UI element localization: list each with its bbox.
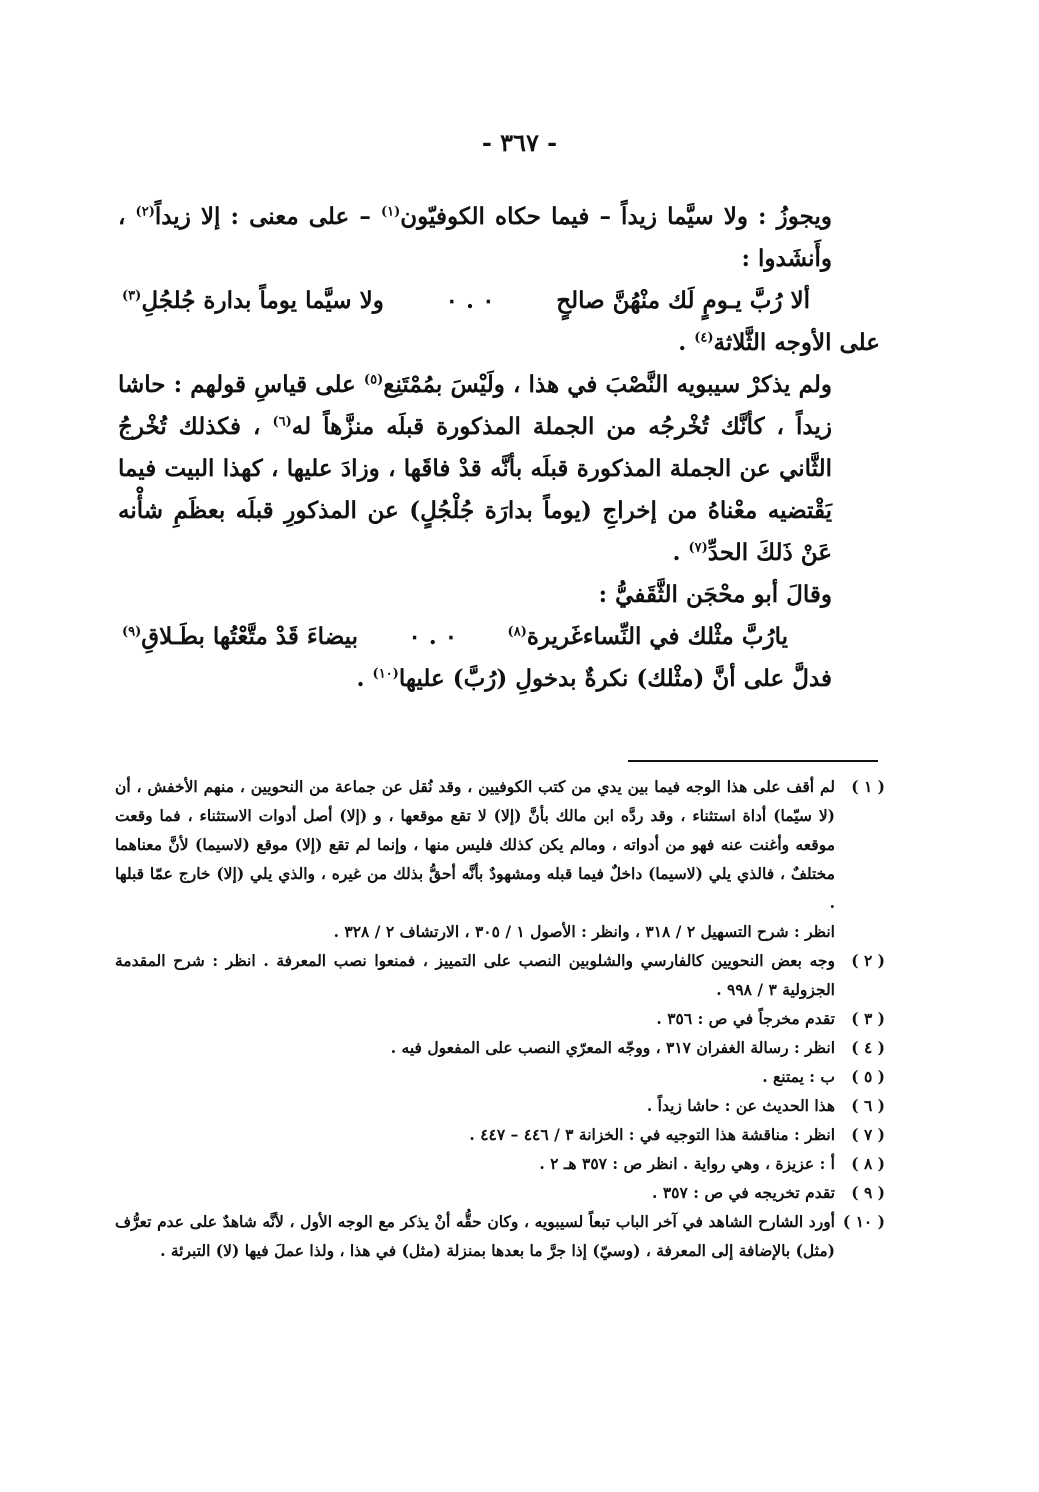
footnote-text [115,1091,835,1120]
footnotes [115,772,885,1265]
main-text [118,196,880,700]
verse-2 [118,616,880,658]
footnote-7 [115,1120,885,1149]
footnote-line: أورد الشارح الشاهد في آخر الباب تبعاً لسيبويه ، وكان حقُّه أنْ يذكر مع الوجه الأول ، لأنَّه شاهدٌ على عدم تعرُّف (مثل) بالإضافة إلى المعرفة ، (وسيّ) إذا جرَّ ما بعدها بمنزلة (مثل) في هذا ، ولذا عملَ فيها (لا) التبرئة . [115,1212,835,1260]
footnote-5 [115,1062,885,1091]
footnote-number: ( ١ ) [851,777,885,796]
footnote-number: ( ٦ ) [851,1096,885,1115]
footnote-number: ( ٢ ) [851,951,885,970]
paragraph-1-text-b: – على معنى : إلا زيداً [154,203,371,230]
footnote-text [115,1004,835,1033]
footnote-number: ( ٣ ) [851,1009,885,1028]
verse-1 [118,280,880,322]
footnote-4 [115,1033,885,1062]
paragraph-5-text: فدلَّ على أنَّ (مثْلك) نكرةٌ بدخولِ (رُبَّ) عليها [398,665,832,692]
footnote-line: ب : يمتنع . [762,1067,835,1086]
footnote-number: ( ٧ ) [851,1125,885,1144]
footnote-ref-10[interactable]: (١٠) [372,666,399,682]
footnote-ref-9[interactable]: (٩) [122,624,142,640]
footnote-line: أ : عزيزة ، وهي رواية . انظر ص : ٣٥٧ هـ ٢ . [539,1154,835,1173]
verse-1-separator: ٠ . ٠ [445,287,495,314]
footnote-ref-7[interactable]: (٧) [688,540,708,556]
verse-1-second-hemistich: ولا سيَّما يوماً بدارة جُلجُلِ [141,287,384,314]
verse-2-separator: ٠ . ٠ [408,623,458,650]
paragraph-1-text-a: ويجوزُ : ولا سيَّما زيداً – فيما حكاه الكوفيّون [400,203,832,230]
footnote-text [115,1033,835,1062]
verse-1-second-hemistich-wrap [122,280,384,322]
footnote-ref-4[interactable]: (٤) [694,330,714,346]
footnote-1 [115,772,885,946]
footnote-line: تقدم مخرجاً في ص : ٣٥٦ . [656,1009,835,1028]
paragraph-2 [118,322,880,364]
paragraph-4: وقالَ أبو محْجَن الثَّقَفيُّ : [598,581,832,608]
footnote-ref-6[interactable]: (٦) [272,414,292,430]
paragraph-3-text-b: على قياسِ قولهم : حاشا زيداً ، كأنَّك تُخْرجُه من الجملة المذكورة قبلَه منزَّهاً له [118,371,832,440]
footnote-line: لم أقف على هذا الوجه فيما بين يدي من كتب الكوفيين ، وقد نُقل عن جماعة من النحويين ، منهم الأخفش ، أن (لا سيّما) أداة استثناء ، وقد ردَّه ابن مالك بأنَّ (إلا) لا تقع موقعها ، و (إلا) أصل أدوات الاستثناء ، فما وقعت موقعه وأغنت عنه فهو من أدواته ، ومالم يكن كذلك فليس منها ، وإنما لم تقع (إلا) موقع (لاسيما) لأنَّ معناهما مختلفٌ ، فالذي يلي (لاسيما) داخلٌ فيما قبله ومشهودٌ بأنَّه أحقُّ بذلك من غيره ، والذي يلي (إلا) خارج عمّا قبلها . [115,777,835,912]
paragraph-2-text: على الأوجه الثَّلاثة [713,329,880,356]
footnote-3 [115,1004,885,1033]
paragraph-2-end: . [678,329,687,356]
footnote-number: ( ٩ ) [851,1183,885,1202]
footnote-text [115,1149,835,1178]
footnote-ref-3[interactable]: (٣) [122,288,142,304]
footnote-number: ( ١٠ ) [842,1212,885,1231]
footnote-ref-5[interactable]: (٥) [363,372,384,388]
footnote-ref-2[interactable]: (٢) [135,204,155,220]
verse-2-first-hemistich: يارُبَّ مثْلك في النِّساءغَريرة [526,623,788,650]
page-number: - ٣٦٧ - [481,128,558,157]
footnote-text [115,1062,835,1091]
footnote-text [115,772,835,946]
footnote-number: ( ٤ ) [851,1038,885,1057]
footnote-line: انظر : رسالة الغفران ٣١٧ ، ووجّه المعرّي النصب على المفعول فيه . [390,1038,835,1057]
paragraph-1 [118,196,880,280]
verse-1-first-hemistich: ألا رُبَّ يـومٍ لَك منْهُنَّ صالحٍ [556,287,810,314]
footnote-number: ( ٨ ) [851,1154,885,1173]
footnote-text [115,1178,835,1207]
verse-2-second-hemistich: بيضاءَ قَدْ متَّعْتُها بطَـلاقِ [141,623,358,650]
footnote-line: تقدم تخريجه في ص : ٣٥٧ . [652,1183,835,1202]
paragraph-3-end: . [672,539,681,566]
footnote-text [115,946,835,1004]
footnote-text [115,1120,835,1149]
footnote-ref-8[interactable]: (٨) [507,624,527,640]
paragraph-5 [118,658,880,700]
footnote-line: وجه بعض النحويين كالفارسي والشلوبين النصب على التمييز ، فمنعوا نصب المعرفة . انظر : شرح المقدمة الجزولية ٣ / ٩٩٨ . [115,951,835,999]
footnote-number: ( ٥ ) [851,1067,885,1086]
footnote-2 [115,946,885,1004]
paragraph-3-text-a: ولم يذكرْ سيبويه النَّصْبَ في هذا ، ولَيْسَ بمُمْتَنِع [383,371,832,398]
verse-2-second-hemistich-wrap [122,616,358,658]
footnote-9 [115,1178,885,1207]
footnote-ref-1[interactable]: (١) [380,204,401,220]
footnote-divider [628,760,878,762]
footnote-8 [115,1149,885,1178]
paragraph-1-text-c: ، وأَنشَدوا : [118,203,832,272]
paragraph-3-text-c: ، فكذلك تُخْرجُ الثَّاني عن الجملة المذكورة قبلَه بأنَّه قدْ فاقَها ، وزادَ عليها ، كهذا البيت فيما يَقْتضيه معْناهُ من إخراجِ (يوماً بدارَة جُلْجُلٍ) عن المذكورِ قبلَه بعظَمِ شأْنه عَنْ ذَلكَ الحدِّ [118,413,833,566]
verse-2-first-hemistich-wrap [508,616,788,658]
footnote-line: انظر : مناقشة هذا التوجيه في : الخزانة ٣ / ٤٤٦ – ٤٤٧ . [469,1125,835,1144]
footnote-line: هذا الحديث عن : حاشا زيداً . [646,1096,835,1115]
footnote-text [115,1207,835,1265]
footnote-line: انظر : شرح التسهيل ٢ / ٣١٨ ، وانظر : الأصول ١ / ٣٠٥ ، الارتشاف ٢ / ٣٢٨ . [333,922,835,941]
paragraph-3 [118,364,880,574]
paragraph-5-end: . [356,665,365,692]
footnote-6 [115,1091,885,1120]
footnote-10 [115,1207,885,1265]
